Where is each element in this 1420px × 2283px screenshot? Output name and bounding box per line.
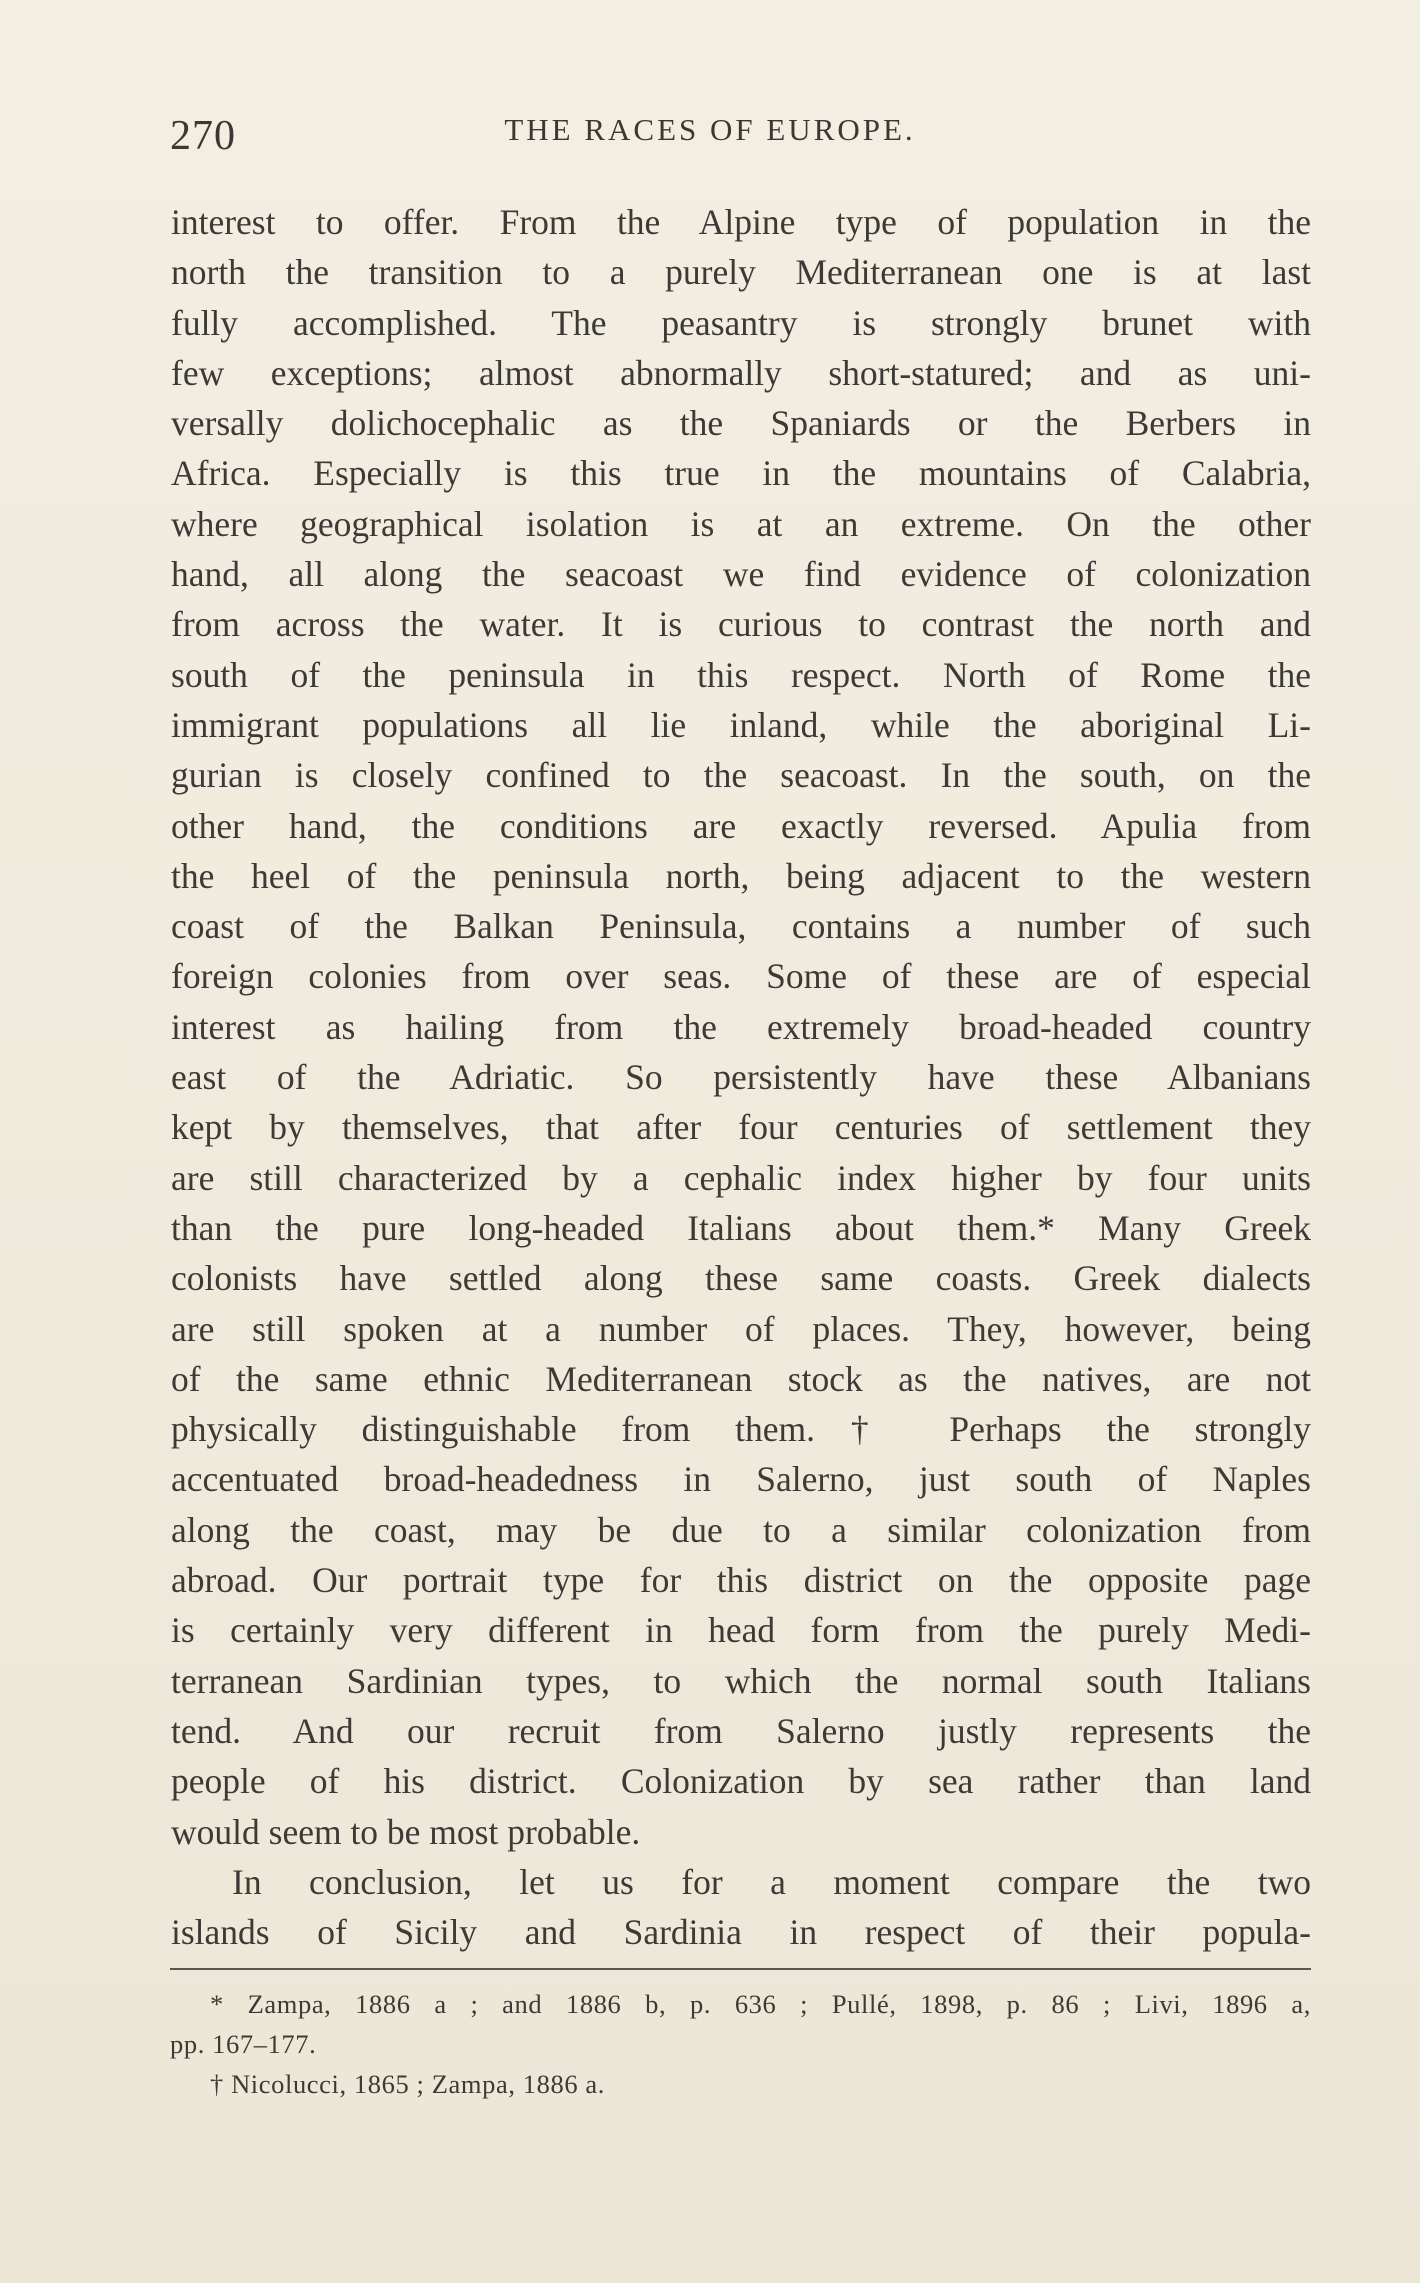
footnotes <box>170 1984 1311 2104</box>
paragraph-end-line: would seem to be most probable. <box>171 1811 641 1852</box>
text-line: interest to offer. From the Alpine type of population in the <box>171 202 1311 242</box>
text-line: tend. And our recruit from Salerno justly represents the <box>171 1710 1311 1751</box>
text-line: along the coast, may be due to a similar colonization from <box>171 1509 1311 1550</box>
text-line: few exceptions; almost abnormally short-statured; and as uni- <box>171 352 1311 393</box>
text-line: other hand, the conditions are exactly reversed. Apulia from <box>171 805 1311 846</box>
text-line: foreign colonies from over seas. Some of these are of especial <box>171 956 1311 997</box>
footnote-star-continued: pp. 167–177. <box>170 2029 317 2059</box>
text-line: versally dolichocephalic as the Spaniards or the Berbers in <box>171 403 1311 444</box>
footnote-divider <box>170 1968 1311 1970</box>
text-line: gurian is closely confined to the seacoast. In the south, on the <box>171 755 1311 796</box>
text-line: where geographical isolation is at an extreme. On the other <box>171 503 1311 544</box>
text-line: coast of the Balkan Peninsula, contains a number of such <box>171 906 1311 947</box>
text-line: east of the Adriatic. So persistently have these Albanians <box>171 1057 1311 1098</box>
footnote-star: * Zampa, 1886 a ; and 1886 b, p. 636 ; Pullé, 1898, p. 86 ; Livi, 1896 a, <box>210 1989 1311 2019</box>
paragraph-start-line: In conclusion, let us for a moment compare the two <box>232 1861 1311 1902</box>
text-line: Africa. Especially is this true in the mountains of Calabria, <box>171 453 1311 494</box>
text-line: terranean Sardinian types, to which the normal south Italians <box>171 1660 1311 1701</box>
text-line: from across the water. It is curious to contrast the north and <box>171 604 1311 645</box>
text-line: of the same ethnic Mediterranean stock as the natives, are not <box>171 1358 1311 1399</box>
text-line: is certainly very different in head form from the purely Medi- <box>171 1610 1311 1651</box>
text-line: people of his district. Colonization by sea rather than land <box>171 1761 1311 1802</box>
text-line: abroad. Our portrait type for this district on the opposite page <box>171 1560 1311 1601</box>
text-line: islands of Sicily and Sardinia in respect of their popula- <box>171 1912 1311 1953</box>
text-line: interest as hailing from the extremely broad-headed country <box>171 1006 1311 1047</box>
text-line: are still spoken at a number of places. They, however, being <box>171 1308 1311 1349</box>
running-title: THE RACES OF EUROPE. <box>504 112 916 147</box>
text-line: colonists have settled along these same coasts. Greek dialects <box>171 1258 1311 1299</box>
text-line: are still characterized by a cephalic index higher by four units <box>171 1157 1311 1198</box>
text-line: north the transition to a purely Mediterranean one is at last <box>171 252 1311 293</box>
text-line: kept by themselves, that after four centuries of settlement they <box>171 1107 1311 1148</box>
footnote-dagger: † Nicolucci, 1865 ; Zampa, 1886 a. <box>210 2069 605 2099</box>
text-line: accentuated broad-headedness in Salerno, just south of Naples <box>171 1459 1311 1500</box>
text-line: hand, all along the seacoast we find evidence of colonization <box>171 554 1311 595</box>
text-line: physically distinguishable from them.† Perhaps the strongly <box>171 1409 1311 1450</box>
text-line: the heel of the peninsula north, being adjacent to the western <box>171 855 1311 896</box>
body-text <box>171 197 1311 1957</box>
page-number: 270 <box>170 113 236 159</box>
text-line: fully accomplished. The peasantry is strongly brunet with <box>171 302 1311 343</box>
text-line: than the pure long-headed Italians about them.* Many Greek <box>171 1207 1311 1248</box>
text-line: south of the peninsula in this respect. North of Rome the <box>171 654 1311 695</box>
text-line: immigrant populations all lie inland, while the aboriginal Li- <box>171 704 1311 745</box>
